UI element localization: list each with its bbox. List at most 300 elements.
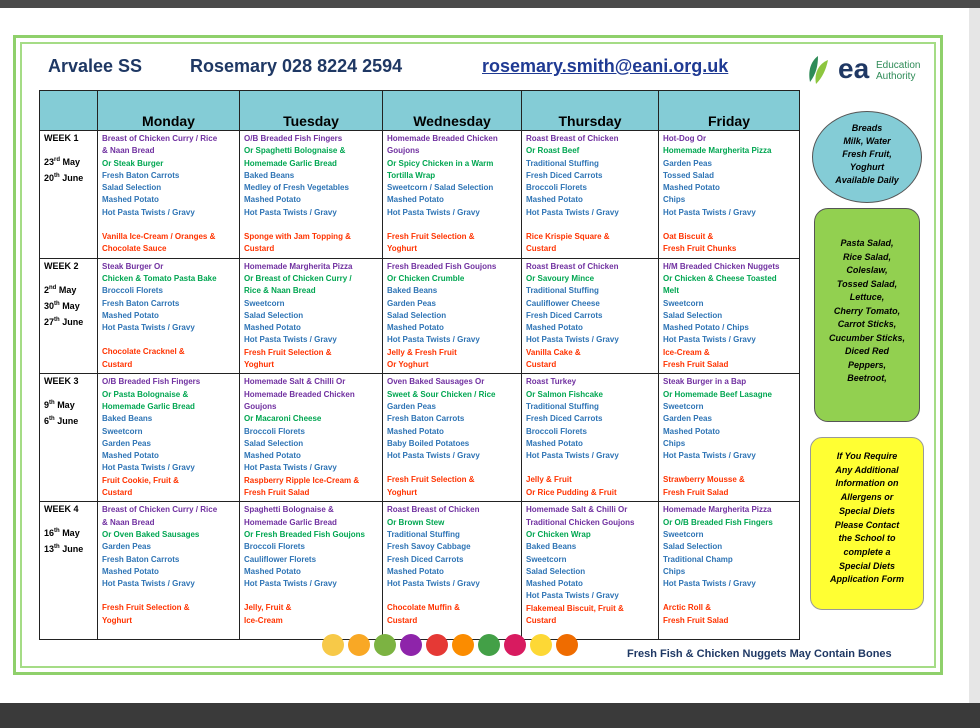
menu-item: Mashed Potato xyxy=(244,323,301,333)
allergy-line: complete a xyxy=(843,546,891,557)
menu-item: Custard xyxy=(526,360,557,370)
menu-cell xyxy=(240,258,383,374)
menu-item: Baked Beans xyxy=(387,286,438,296)
menu-cell xyxy=(522,258,659,374)
allergy-line: If You Require xyxy=(836,451,898,461)
menu-item: Hot Pasta Twists / Gravy xyxy=(663,207,756,217)
menu-item: Breast of Chicken Curry / Rice xyxy=(102,134,218,143)
menu-item: Garden Peas xyxy=(663,414,712,424)
menu-item: Or Steak Burger xyxy=(102,158,164,168)
menu-item: Hot Pasta Twists / Gravy xyxy=(102,323,195,333)
contact-phone: Rosemary 028 8224 2594 xyxy=(190,56,403,76)
menu-item: Homemade Salt & Chilli Or xyxy=(244,377,346,387)
menu-item: Traditional Stuffing xyxy=(526,286,599,296)
fruit-icon xyxy=(426,634,448,656)
menu-item: Hot Pasta Twists / Gravy xyxy=(244,207,337,217)
menu-item: Traditional Stuffing xyxy=(526,401,599,411)
menu-item: Fresh Fruit Chunks xyxy=(663,244,737,254)
menu-item: Yoghurt xyxy=(387,487,418,497)
menu-table xyxy=(39,90,800,640)
week-date xyxy=(44,281,93,297)
allergy-line: the School to xyxy=(838,533,896,544)
week-date-day: 27 xyxy=(44,316,55,327)
allergy-line: Information on xyxy=(835,478,899,489)
menu-item: Sweet & Sour Chicken / Rice xyxy=(387,389,496,399)
menu-item: Or Breast of Chicken Curry / xyxy=(244,273,352,283)
day-header: Tuesday xyxy=(240,91,383,131)
menu-item: Hot Pasta Twists / Gravy xyxy=(663,451,756,461)
menu-item: Salad Selection xyxy=(102,183,162,193)
day-header: Wednesday xyxy=(383,91,522,131)
day-header: Friday xyxy=(659,91,800,131)
salad-line: Tossed Salad, xyxy=(836,278,898,289)
menu-item: Or Homemade Beef Lasagne xyxy=(663,389,772,399)
menu-cell xyxy=(383,131,522,259)
menu-item: Fresh Breaded Fish Goujons xyxy=(387,261,497,271)
menu-item: Yoghurt xyxy=(244,360,275,370)
menu-item: Fresh Fruit Selection & xyxy=(102,603,190,613)
ea-logo-name-line1: Education xyxy=(876,60,921,71)
week-date-month: June xyxy=(59,544,84,555)
salad-line: Diced Red xyxy=(844,346,889,356)
menu-item: Broccoli Florets xyxy=(244,426,305,436)
week-date-month: May xyxy=(56,284,77,295)
viewer-bottom-bar xyxy=(0,703,980,728)
menu-item: Steak Burger Or xyxy=(102,261,164,271)
menu-item: Ice-Cream xyxy=(244,615,283,625)
week-label-cell xyxy=(40,502,98,640)
menu-item: Cauliflower Florets xyxy=(244,554,317,564)
menu-item: Fresh Fruit Salad xyxy=(244,488,310,498)
menu-item: Jelly, Fruit & xyxy=(244,603,292,613)
menu-item: Custard xyxy=(102,488,133,498)
fruit-icon xyxy=(530,634,552,656)
menu-cell xyxy=(98,258,240,374)
menu-item: Fresh Fruit Salad xyxy=(663,615,729,625)
menu-item: Baked Beans xyxy=(526,542,577,552)
week-label: WEEK 1 xyxy=(44,133,79,143)
menu-item: Garden Peas xyxy=(663,158,712,168)
menu-item: Homemade Breaded Chicken xyxy=(387,134,498,143)
menu-item: Mashed Potato xyxy=(102,451,159,461)
salad-line: Coleslaw, xyxy=(846,265,888,275)
menu-item: Hot Pasta Twists / Gravy xyxy=(244,335,337,345)
week-date-day: 20 xyxy=(44,173,55,183)
day-header: Monday xyxy=(98,91,240,131)
allergy-line: Application Form xyxy=(830,574,904,585)
allergy-line: Special Diets xyxy=(838,505,896,516)
fruit-icon xyxy=(374,634,396,656)
menu-item: Oat Biscuit & xyxy=(663,232,714,242)
menu-item: Custard xyxy=(526,615,557,625)
menu-item: Hot Pasta Twists / Gravy xyxy=(387,451,480,461)
menu-item: Sweetcorn xyxy=(663,529,704,539)
week-date xyxy=(44,169,93,185)
breads-line: Breads xyxy=(851,123,883,133)
menu-item: Roast Breast of Chicken xyxy=(387,505,480,515)
week-row xyxy=(40,131,800,259)
menu-spacer xyxy=(387,590,517,602)
salad-line: Cherry Tomato, xyxy=(833,305,901,316)
menu-item: Mashed Potato xyxy=(526,438,583,448)
menu-item: Mashed Potato xyxy=(244,566,301,576)
fruit-icon xyxy=(452,634,474,656)
week-date-suffix: rd xyxy=(54,157,61,163)
menu-item: Tossed Salad xyxy=(663,170,714,180)
menu-cell xyxy=(240,374,383,502)
week-date xyxy=(44,412,93,428)
allergy-line: Allergens or xyxy=(840,492,894,503)
menu-item: Hot Pasta Twists / Gravy xyxy=(244,579,337,589)
week-date-day: 13 xyxy=(44,544,55,555)
week-date-month: June xyxy=(54,416,79,427)
menu-item: Hot Pasta Twists / Gravy xyxy=(387,579,480,589)
salad-line: Beetroot, xyxy=(847,373,887,383)
menu-item: Or Salmon Fishcake xyxy=(526,389,603,399)
menu-cell xyxy=(240,131,383,259)
menu-item: Homemade Garlic Bread xyxy=(102,401,195,411)
week-label-cell xyxy=(40,131,98,259)
menu-item: Salad Selection xyxy=(526,566,586,576)
menu-spacer xyxy=(244,219,378,231)
week-date-month: May xyxy=(54,400,75,411)
week-date-day: 2 xyxy=(44,284,50,295)
menu-item: Chips xyxy=(663,566,686,576)
menu-item: Mashed Potato xyxy=(102,310,159,320)
menu-cell xyxy=(383,258,522,374)
salad-line: Carrot Sticks, xyxy=(837,319,897,329)
menu-item: Roast Turkey xyxy=(526,377,577,387)
menu-item: Or Yoghurt xyxy=(387,360,429,370)
menu-item: Fresh Fruit Selection & xyxy=(387,475,475,485)
menu-cell xyxy=(659,258,800,374)
menu-cell xyxy=(659,502,800,640)
week-date xyxy=(44,540,93,556)
ea-logo xyxy=(806,52,926,92)
menu-item: Homemade Margherita Pizza xyxy=(244,261,353,271)
menu-item: Salad Selection xyxy=(663,310,723,320)
menu-item: Goujons xyxy=(387,146,420,156)
menu-item: Salad Selection xyxy=(244,310,304,320)
menu-cell xyxy=(98,502,240,640)
menu-item: Hot Pasta Twists / Gravy xyxy=(526,451,619,461)
menu-spacer xyxy=(663,590,795,602)
menu-item: Fresh Fruit Salad xyxy=(663,487,729,497)
menu-item: Vanilla Cake & xyxy=(526,347,581,357)
menu-item: Goujons xyxy=(244,401,277,411)
menu-item: & Naan Bread xyxy=(102,146,155,156)
menu-item: Or Rice Pudding & Fruit xyxy=(526,487,617,497)
ea-logo-name-line2: Authority xyxy=(876,71,916,82)
menu-item: Roast Breast of Chicken xyxy=(526,261,619,271)
menu-item: Traditional Chicken Goujons xyxy=(526,517,635,527)
header-corner xyxy=(40,91,98,131)
menu-item: Or Spicy Chicken in a Warm xyxy=(387,158,494,168)
menu-item: Garden Peas xyxy=(387,401,436,411)
week-date xyxy=(44,297,93,313)
menu-item: Homemade Margherita Pizza xyxy=(663,505,772,515)
menu-spacer xyxy=(526,219,654,231)
menu-item: Or Spaghetti Bolognaise & xyxy=(244,146,346,156)
viewer-scroll-gutter[interactable] xyxy=(969,8,980,703)
menu-item: Rice Krispie Square & xyxy=(526,232,610,242)
menu-item: Garden Peas xyxy=(387,298,436,308)
menu-cell xyxy=(522,131,659,259)
menu-item: Fresh Baton Carrots xyxy=(102,170,180,180)
menu-item: Traditional Stuffing xyxy=(387,529,460,539)
menu-item: Mashed Potato xyxy=(387,323,444,333)
menu-item: Homemade Margherita Pizza xyxy=(663,146,772,156)
week-date-suffix: th xyxy=(54,528,60,535)
menu-item: Sweetcorn xyxy=(244,298,285,308)
menu-item: Mashed Potato xyxy=(663,426,720,436)
menu-item: Flakemeal Biscuit, Fruit & xyxy=(526,603,624,613)
menu-item: Sponge with Jam Topping & xyxy=(244,232,351,242)
menu-item: Garden Peas xyxy=(102,542,151,552)
menu-item: Or Chicken Crumble xyxy=(387,273,465,283)
menu-item: Fresh Diced Carrots xyxy=(387,554,464,564)
week-date-day: 30 xyxy=(44,300,55,311)
menu-item: Mashed Potato xyxy=(102,195,159,205)
menu-item: Fresh Fruit Selection & xyxy=(387,232,475,242)
menu-item: Chocolate Sauce xyxy=(102,244,167,254)
menu-item: Hot Pasta Twists / Gravy xyxy=(663,335,756,345)
fruit-icon xyxy=(504,634,526,656)
menu-cell xyxy=(522,502,659,640)
menu-item: Baked Beans xyxy=(244,170,295,180)
menu-item: Broccoli Florets xyxy=(102,286,163,296)
menu-item: & Naan Bread xyxy=(102,517,155,527)
menu-item: Or Chicken Wrap xyxy=(526,529,591,539)
menu-item: Traditional Stuffing xyxy=(526,158,599,168)
menu-item: Hot Pasta Twists / Gravy xyxy=(663,579,756,589)
ea-leaf-icon xyxy=(806,54,838,88)
salad-bar-panel xyxy=(814,208,920,422)
menu-spacer xyxy=(663,462,795,474)
week-date-suffix: nd xyxy=(49,284,57,291)
menu-item: Mashed Potato xyxy=(526,195,583,205)
menu-item: H/M Breaded Chicken Nuggets xyxy=(663,261,780,271)
menu-item: Fruit Cookie, Fruit & xyxy=(102,475,179,485)
menu-item: Hot Pasta Twists / Gravy xyxy=(102,463,195,473)
menu-spacer xyxy=(526,462,654,474)
breads-line: Milk, Water xyxy=(843,136,891,146)
week-date-suffix: th xyxy=(49,416,55,423)
menu-cell xyxy=(659,131,800,259)
breads-line: Fresh Fruit, xyxy=(842,149,892,159)
menu-item: Roast Breast of Chicken xyxy=(526,134,619,143)
menu-item: Vanilla Ice-Cream / Oranges & xyxy=(102,232,216,242)
week-row xyxy=(40,374,800,502)
daily-breads-panel xyxy=(812,111,922,203)
menu-item: Spaghetti Bolognaise & xyxy=(244,505,334,515)
menu-item: Raspberry Ripple Ice-Cream & xyxy=(244,475,360,485)
menu-item: Mashed Potato xyxy=(244,451,301,461)
menu-item: Garden Peas xyxy=(102,438,151,448)
salad-line: Peppers, xyxy=(847,359,887,370)
menu-cell xyxy=(659,374,800,502)
menu-item: Fresh Baton Carrots xyxy=(387,414,465,424)
menu-item: Or Pasta Bolognaise & xyxy=(102,389,189,399)
week-date-suffix: th xyxy=(54,316,60,323)
menu-spacer xyxy=(102,590,235,602)
menu-item: Or Oven Baked Sausages xyxy=(102,529,200,539)
menu-item: Traditional Champ xyxy=(663,554,733,564)
menu-cell xyxy=(240,502,383,640)
ea-logo-text: ea xyxy=(838,53,870,84)
menu-item: Tortilla Wrap xyxy=(387,170,436,180)
menu-cell xyxy=(98,374,240,502)
salad-line: Pasta Salad, xyxy=(840,238,894,248)
menu-item: Fresh Savoy Cabbage xyxy=(387,542,471,552)
menu-item: Mashed Potato xyxy=(387,426,444,436)
breads-line: Yoghurt xyxy=(849,162,885,172)
menu-item: Mashed Potato xyxy=(526,323,583,333)
menu-item: Jelly & Fresh Fruit xyxy=(387,347,457,357)
week-row xyxy=(40,502,800,640)
fruit-icon xyxy=(400,634,422,656)
menu-item: Yoghurt xyxy=(102,615,133,625)
week-date-day: 6 xyxy=(44,416,50,427)
menu-item: Ice-Cream & xyxy=(663,347,710,357)
fruit-icon xyxy=(348,634,370,656)
menu-item: Homemade Garlic Bread xyxy=(244,158,337,168)
menu-item: Hot Pasta Twists / Gravy xyxy=(526,335,619,345)
menu-item: Custard xyxy=(102,359,133,369)
menu-item: Homemade Breaded Chicken xyxy=(244,389,355,399)
menu-item: Custard xyxy=(244,244,275,254)
week-date xyxy=(44,313,93,329)
viewer-top-bar xyxy=(0,0,980,8)
week-row xyxy=(40,258,800,374)
menu-item: Or Brown Stew xyxy=(387,517,445,527)
menu-cell xyxy=(383,374,522,502)
menu-item: Mashed Potato xyxy=(244,195,301,205)
menu-item: Mashed Potato xyxy=(387,195,444,205)
menu-item: Arctic Roll & xyxy=(663,603,712,613)
menu-item: Hot Pasta Twists / Gravy xyxy=(102,579,195,589)
salad-line: Lettuce, xyxy=(849,292,885,302)
menu-item: Chocolate Cracknel & xyxy=(102,347,185,357)
contact-email-link[interactable]: rosemary.smith@eani.org.uk xyxy=(482,56,729,76)
menu-item: Fresh Fruit Selection & xyxy=(244,347,332,357)
menu-item: Fresh Diced Carrots xyxy=(526,170,603,180)
menu-item: Hot Pasta Twists / Gravy xyxy=(387,207,480,217)
menu-item: Broccoli Florets xyxy=(526,183,587,193)
menu-item: Hot Pasta Twists / Gravy xyxy=(244,463,337,473)
menu-item: Hot Pasta Twists / Gravy xyxy=(526,591,619,601)
menu-item: Or Macaroni Cheese xyxy=(244,414,322,424)
school-name: Arvalee SS xyxy=(48,56,143,76)
week-date-day: 16 xyxy=(44,528,55,539)
menu-item: Mashed Potato xyxy=(102,566,159,576)
salad-line: Rice Salad, xyxy=(842,251,892,262)
menu-item: Sweetcorn xyxy=(102,426,143,436)
menu-item: Rice & Naan Bread xyxy=(244,286,316,296)
week-label: WEEK 2 xyxy=(44,260,79,271)
menu-item: Yoghurt xyxy=(387,244,418,254)
menu-spacer xyxy=(387,219,517,231)
allergy-line: Please Contact xyxy=(834,519,900,530)
week-date-suffix: th xyxy=(54,544,60,551)
menu-spacer xyxy=(102,334,235,346)
menu-item: Broccoli Florets xyxy=(244,542,305,552)
week-date-month: May xyxy=(60,157,81,167)
week-date-month: May xyxy=(59,300,80,311)
menu-item: Baby Boiled Potatoes xyxy=(387,438,470,448)
menu-item: Homemade Garlic Bread xyxy=(244,517,337,527)
menu-item: Fresh Diced Carrots xyxy=(526,414,603,424)
menu-item: Hot-Dog Or xyxy=(663,134,707,143)
menu-spacer xyxy=(244,590,378,602)
menu-item: Mashed Potato / Chips xyxy=(663,323,749,333)
menu-item: Custard xyxy=(387,615,418,625)
menu-item: O/B Breaded Fish Fingers xyxy=(244,134,343,143)
menu-item: Fresh Baton Carrots xyxy=(102,554,180,564)
menu-item: Mashed Potato xyxy=(526,579,583,589)
menu-cell xyxy=(383,502,522,640)
menu-item: Salad Selection xyxy=(244,438,304,448)
week-date-day: 9 xyxy=(44,400,50,411)
week-label-cell xyxy=(40,258,98,374)
menu-item: Medley of Fresh Vegetables xyxy=(244,183,349,193)
ea-logo-name xyxy=(876,60,920,82)
fruit-icon xyxy=(322,634,344,656)
menu-spacer xyxy=(387,462,517,474)
allergy-line: Any Additional xyxy=(835,464,899,475)
menu-item: Oven Baked Sausages Or xyxy=(387,377,485,387)
menu-item: O/B Breaded Fish Fingers xyxy=(102,377,201,387)
fruit-icon xyxy=(478,634,500,656)
menu-item: Jelly & Fruit xyxy=(526,475,572,485)
menu-spacer xyxy=(102,219,235,231)
menu-item: Or O/B Breaded Fish Fingers xyxy=(663,517,773,527)
menu-spacer xyxy=(663,219,795,231)
week-label-cell xyxy=(40,374,98,502)
menu-item: Cauliflower Cheese xyxy=(526,298,600,308)
menu-item: Sweetcorn xyxy=(526,554,567,564)
week-label: WEEK 4 xyxy=(44,504,79,515)
menu-item: Salad Selection xyxy=(387,310,447,320)
week-date xyxy=(44,153,93,169)
menu-item: Broccoli Florets xyxy=(526,426,587,436)
menu-item: Melt xyxy=(663,286,679,296)
menu-item: Breast of Chicken Curry / Rice xyxy=(102,505,218,515)
menu-item: Fresh Diced Carrots xyxy=(526,310,603,320)
allergy-line: Special Diets xyxy=(838,560,896,571)
week-date-month: June xyxy=(59,173,84,183)
menu-item: Custard xyxy=(526,244,557,254)
menu-item: Sweetcorn / Salad Selection xyxy=(387,183,494,193)
menu-item: Fresh Fruit Salad xyxy=(663,360,729,370)
menu-item: Hot Pasta Twists / Gravy xyxy=(102,207,195,217)
menu-item: Or Fresh Breaded Fish Goujons xyxy=(244,529,365,539)
menu-item: Strawberry Mousse & xyxy=(663,475,745,485)
week-date-month: June xyxy=(59,316,84,327)
menu-item: Sweetcorn xyxy=(663,298,704,308)
menu-item: Sweetcorn xyxy=(663,401,704,411)
week-date-suffix: th xyxy=(54,173,60,179)
menu-item: Or Roast Beef xyxy=(526,146,580,156)
menu-item: Baked Beans xyxy=(102,414,153,424)
menu-item: Chips xyxy=(663,438,686,448)
breads-line: Available Daily xyxy=(835,175,899,185)
menu-item: Fresh Baton Carrots xyxy=(102,298,180,308)
week-date xyxy=(44,396,93,412)
menu-item: Chocolate Muffin & xyxy=(387,603,460,613)
week-date-month: May xyxy=(59,528,80,539)
menu-cell xyxy=(98,131,240,259)
